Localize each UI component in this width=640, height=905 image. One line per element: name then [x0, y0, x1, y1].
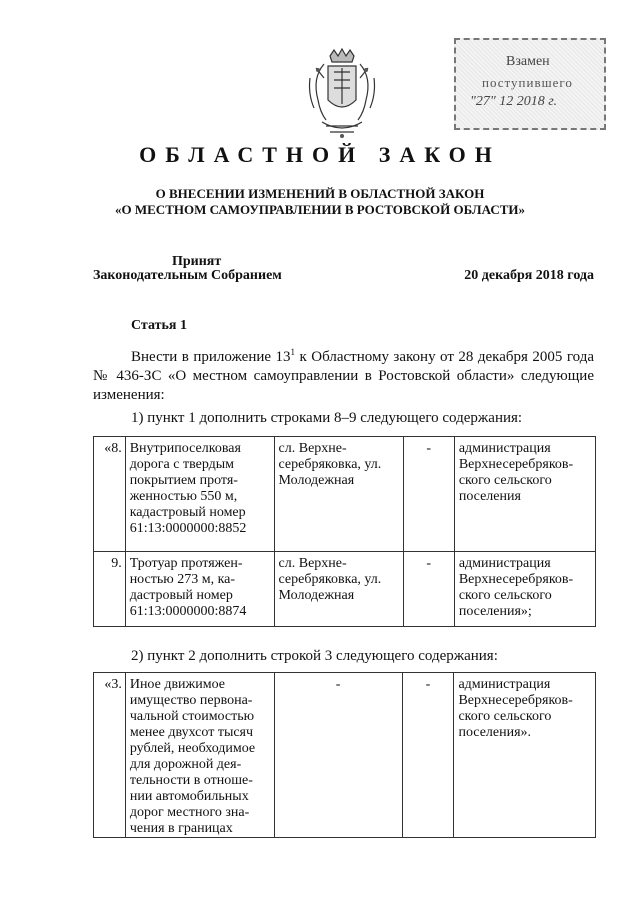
rostov-coat-of-arms-icon: [304, 48, 380, 140]
table-row: [94, 552, 596, 627]
law-subtitle-line-2: «О МЕСТНОМ САМОУПРАВЛЕНИИ В РОСТОВСКОЙ ОБЛАСТИ»: [115, 202, 525, 217]
holder-administration: администрация Верхнесеребряков- ского сельского поселения: [454, 437, 595, 552]
holder-administration: администрация Верхнесеребряков- ского сельского поселения».: [454, 673, 596, 838]
point-2-text: 2) пункт 2 дополнить строкой 3 следующего содержания:: [131, 648, 498, 664]
object-location: -: [274, 673, 402, 838]
row-number: «3.: [94, 673, 126, 838]
law-title: ОБЛАСТНОЙ ЗАКОН: [139, 142, 501, 167]
stamp-line-1: Взамен: [506, 54, 550, 69]
intro-text-post: к Областному закону от 28 декабря 2005 года № 436-ЗС «О местном самоуправлении в Ростовской области» следующие изменения:: [93, 349, 594, 403]
article-intro: [93, 343, 594, 405]
object-name: Внутрипоселковая дорога с твердым покрытием протя- женностью 550 м, кадастровый номер 61:13:0000000:8852: [125, 437, 274, 552]
row-number: «8.: [94, 437, 126, 552]
accepted-label: Принят: [172, 254, 222, 269]
replacement-stamp: [454, 38, 606, 130]
empty-cell: -: [403, 437, 454, 552]
stamp-line-3: "27" 12 2018 г.: [470, 94, 558, 109]
law-subtitle-line-1: О ВНЕСЕНИИ ИЗМЕНЕНИЙ В ОБЛАСТНОЙ ЗАКОН: [155, 186, 485, 201]
article-heading: Статья 1: [131, 318, 187, 333]
empty-cell: -: [403, 552, 454, 627]
object-name: Тротуар протяжен- ностью 273 м, ка- дастровый номер 61:13:0000000:8874: [125, 552, 274, 627]
adoption-date: 20 декабря 2018 года: [464, 268, 594, 283]
table-row: [94, 673, 596, 838]
stamp-line-2: поступившего: [482, 75, 573, 90]
holder-administration: администрация Верхнесеребряков- ского сельского поселения»;: [454, 552, 595, 627]
object-location: сл. Верхне- серебряковка, ул. Молодежная: [274, 552, 403, 627]
table-2: [93, 672, 596, 838]
table-1: [93, 436, 596, 627]
table-row: [94, 437, 596, 552]
intro-superscript: 1: [290, 347, 296, 357]
intro-text-pre: Внести в приложение 13: [131, 349, 291, 365]
point-1-text: 1) пункт 1 дополнить строками 8–9 следующего содержания:: [131, 410, 523, 426]
empty-cell: -: [402, 673, 454, 838]
row-number: 9.: [94, 552, 126, 627]
object-location: сл. Верхне- серебряковка, ул. Молодежная: [274, 437, 403, 552]
legislative-assembly-label: Законодательным Собранием: [93, 268, 282, 283]
object-name: Иное движимое имущество первона- чальной стоимостью менее двухсот тысяч рублей, необходимое для дорожной дея- тельности в отноше- нии автомобильных дорог местного зна- чения в границах: [125, 673, 274, 838]
